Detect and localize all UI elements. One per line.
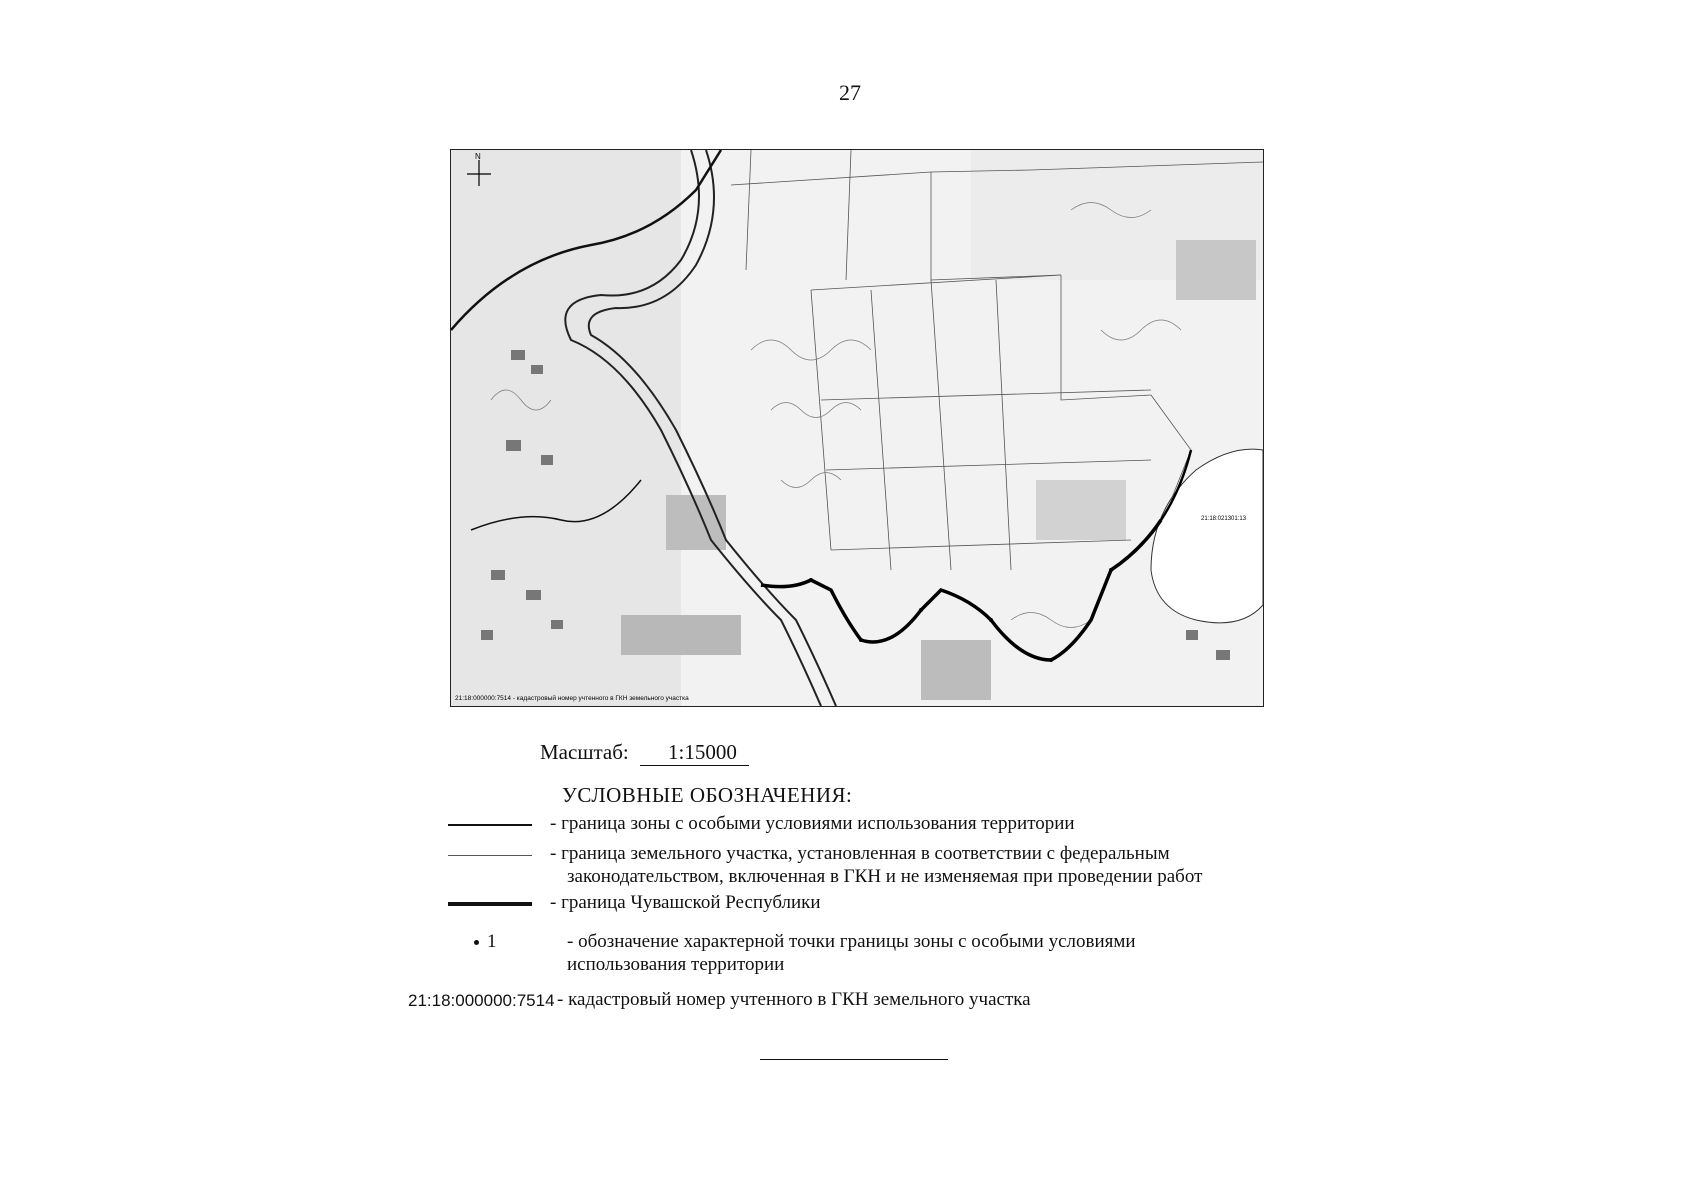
- point-symbol-label: 1: [487, 931, 497, 952]
- point-dot-icon: [474, 940, 479, 945]
- scale-line: [540, 740, 749, 766]
- legend-item-zone-boundary: - граница зоны с особыми условиями использования территории: [550, 813, 1075, 834]
- cadastral-map: [450, 149, 1264, 707]
- legend-symbol-zone-boundary: [448, 824, 532, 826]
- legend-item-cadastral-number: - кадастровый номер учтенного в ГКН земельного участка: [557, 989, 1031, 1010]
- legend-symbol-point: [474, 931, 497, 953]
- legend-symbol-parcel-boundary: [448, 855, 532, 856]
- map-parcel-label: 21:18:021301:13: [1201, 516, 1247, 522]
- scale-label: Масштаб:: [540, 740, 629, 764]
- page-number: 27: [839, 80, 861, 105]
- legend-item-parcel-boundary-cont: законодательством, включенная в ГКН и не изменяемая при проведении работ: [567, 866, 1203, 887]
- forest-patch: [1176, 240, 1256, 300]
- forest-patch: [921, 640, 991, 700]
- north-label: N: [475, 152, 481, 161]
- legend-symbol-republic-boundary: [448, 902, 532, 906]
- bottom-rule: [760, 1059, 948, 1060]
- legend-item-point: - обозначение характерной точки границы зоны с особыми условиями: [567, 931, 1136, 952]
- legend-item-parcel-boundary: - граница земельного участка, установленная в соответствии с федеральным: [550, 843, 1170, 864]
- legend-item-point-cont: использования территории: [567, 954, 785, 975]
- map-drawing: [451, 150, 1263, 706]
- forest-patch: [1036, 480, 1126, 540]
- map-caption: 21:18:000000:7514 - кадастровый номер учтенного в ГКН земельного участка: [455, 695, 689, 702]
- forest-patch: [621, 615, 741, 655]
- legend-item-republic-boundary: - граница Чувашской Республики: [550, 892, 821, 913]
- scale-value: 1:15000: [640, 740, 749, 766]
- legend-symbol-cadastral-number: 21:18:000000:7514: [408, 991, 555, 1010]
- legend-title: УСЛОВНЫЕ ОБОЗНАЧЕНИЯ:: [562, 783, 853, 807]
